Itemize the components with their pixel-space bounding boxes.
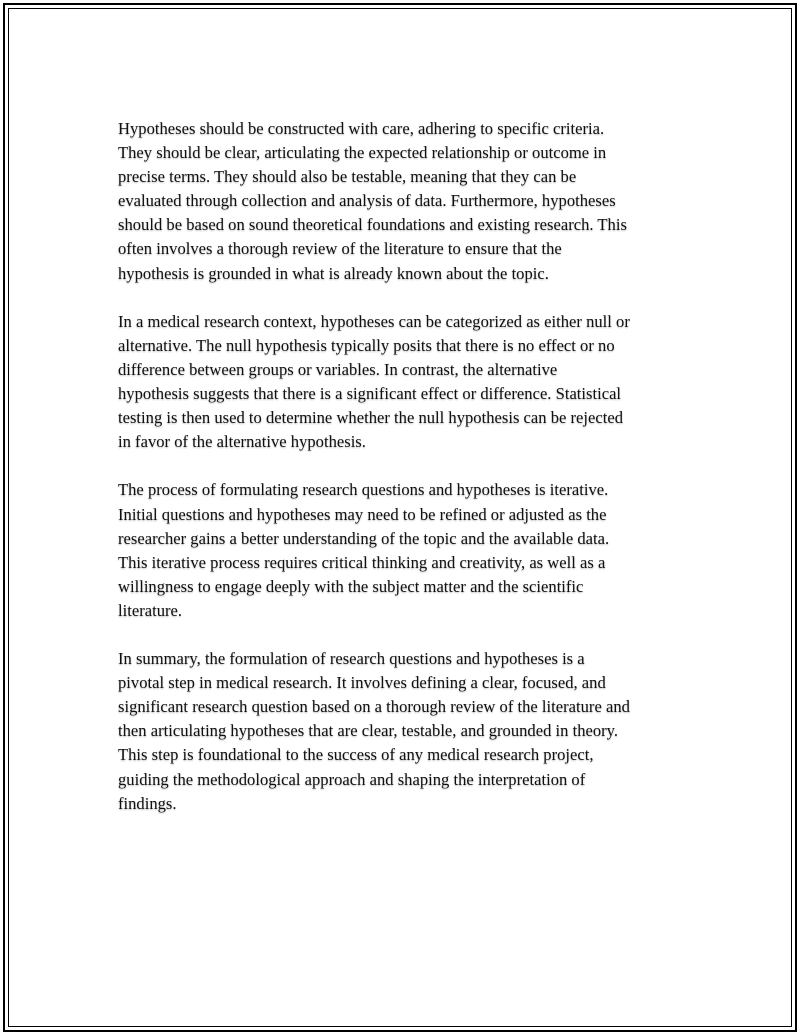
- paragraph-summary: In summary, the formulation of research questions and hypotheses is a pivotal step in medical research. It involves defining a clear, focused, and significant research question based on a thorough review of the literature and then articulating hypotheses that are clear, testable, and grounded in theory. This step is foundational to the success of any medical research project, guiding the methodological approach and shaping the interpretation of findings.: [118, 649, 630, 813]
- document-body: [118, 117, 693, 840]
- paragraph-null-alternative: In a medical research context, hypotheses can be categorized as either null or alternative. The null hypothesis typically posits that there is no effect or no difference between groups or variables. In contrast, the alternative hypothesis suggests that there is a significant effect or difference. Statistical testing is then used to determine whether the null hypothesis can be rejected in favor of the alternative hypothesis.: [118, 311, 630, 452]
- paragraph-iterative-process: The process of formulating research questions and hypotheses is iterative. Initial questions and hypotheses may need to be refined or adjusted as the researcher gains a better understanding of the topic and the available data. This iterative process requires critical thinking and creativity, as well as a willingness to engage deeply with the subject matter and the scientific literature.: [118, 480, 610, 620]
- paragraph-hypothesis-criteria: Hypotheses should be constructed with care, adhering to specific criteria. They should be clear, articulating the expected relationship or outcome in precise terms. They should also be testable, meaning that they can be evaluated through collection and analysis of data. Furthermore, hypotheses should be based on sound theoretical foundations and existing research. This often involves a thorough review of the literature to ensure that the hypothesis is grounded in what is already known about the topic.: [118, 119, 627, 283]
